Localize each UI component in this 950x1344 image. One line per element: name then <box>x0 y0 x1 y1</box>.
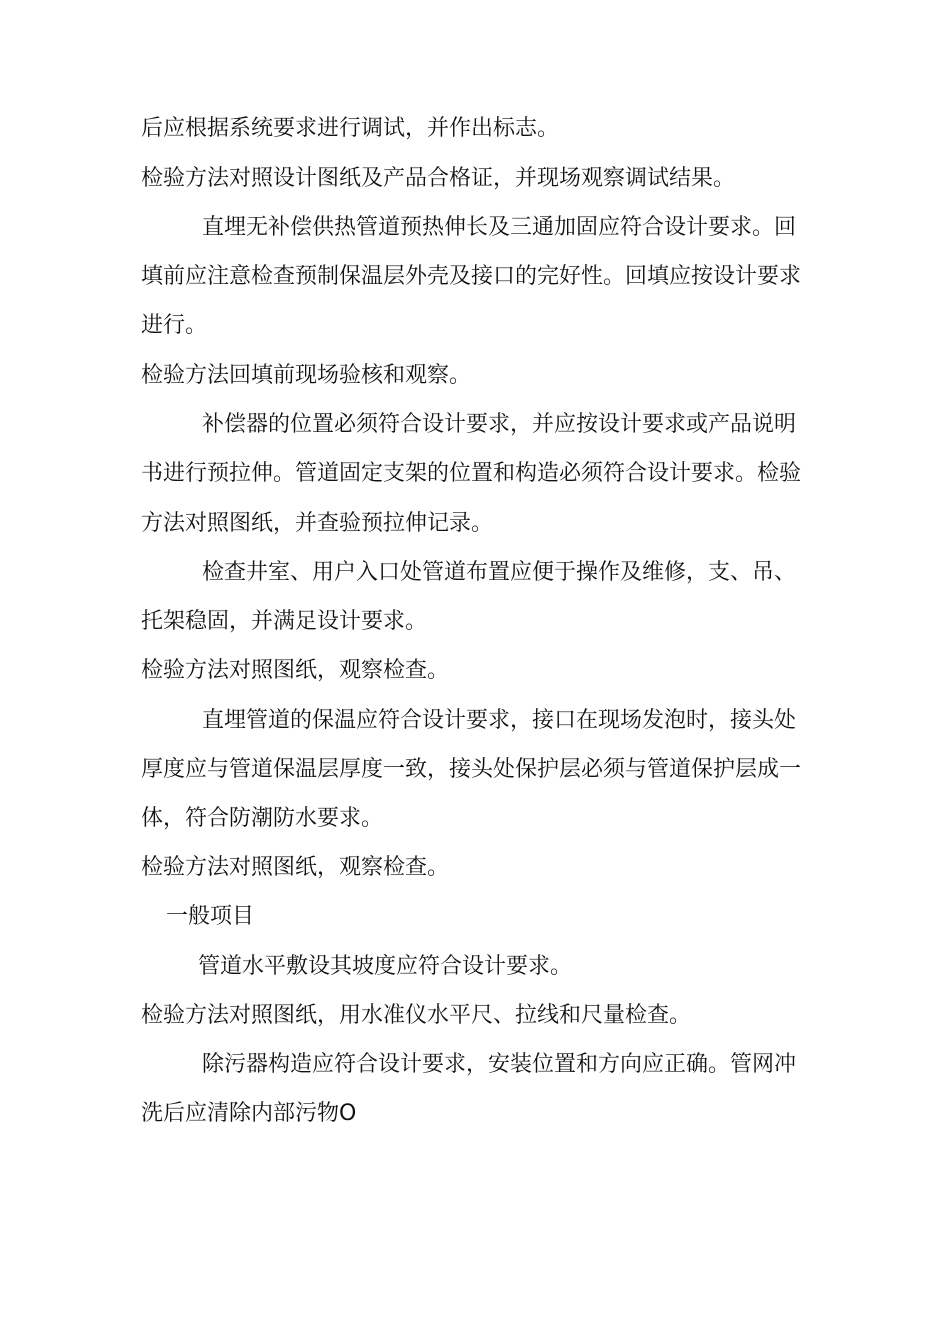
text-line: 方法对照图纸，并查验预拉伸记录。 <box>141 511 494 536</box>
text-line: 补偿器的位置必须符合设计要求，并应按设计要求或产品说明 <box>202 412 797 437</box>
text-line: 进行。 <box>141 313 208 338</box>
text-line: 除污器构造应符合设计要求，安装位置和方向应正确。管网冲 <box>202 1052 797 1077</box>
text-line: 书进行预拉伸。管道固定支架的位置和构造必须符合设计要求。检验 <box>141 461 802 486</box>
text-line: 检验方法回填前现场验核和观察。 <box>141 363 472 388</box>
text-line: 直埋管道的保温应符合设计要求，接口在现场发泡时，接头处 <box>202 708 797 733</box>
text-line: 检验方法对照图纸，观察检查。 <box>141 855 450 880</box>
text-line: 检验方法对照图纸，观察检查。 <box>141 658 450 683</box>
text-line: 洗后应清除内部污物O <box>141 1101 357 1126</box>
text-line: 管道水平敷设其坡度应符合设计要求。 <box>198 954 573 979</box>
text-line: 托架稳固，并满足设计要求。 <box>141 609 428 634</box>
text-line: 体，符合防潮防水要求。 <box>141 806 384 831</box>
text-line: 填前应注意检查预制保温层外壳及接口的完好性。回填应按设计要求 <box>141 264 802 289</box>
section-heading: 一般项目 <box>166 904 255 929</box>
text-line: 检验方法对照图纸，用水准仪水平尺、拉线和尺量检查。 <box>141 1003 692 1028</box>
text-line: 检查井室、用户入口处管道布置应便于操作及维修，支、吊、 <box>202 560 797 585</box>
text-line: 检验方法对照设计图纸及产品合格证，并现场观察调试结果。 <box>141 166 736 191</box>
text-line: 后应根据系统要求进行调试，并作出标志。 <box>141 116 560 141</box>
text-line: 厚度应与管道保温层厚度一致，接头处保护层必须与管道保护层成一 <box>141 757 802 782</box>
text-line: 直埋无补偿供热管道预热伸长及三通加固应符合设计要求。回 <box>202 215 797 240</box>
